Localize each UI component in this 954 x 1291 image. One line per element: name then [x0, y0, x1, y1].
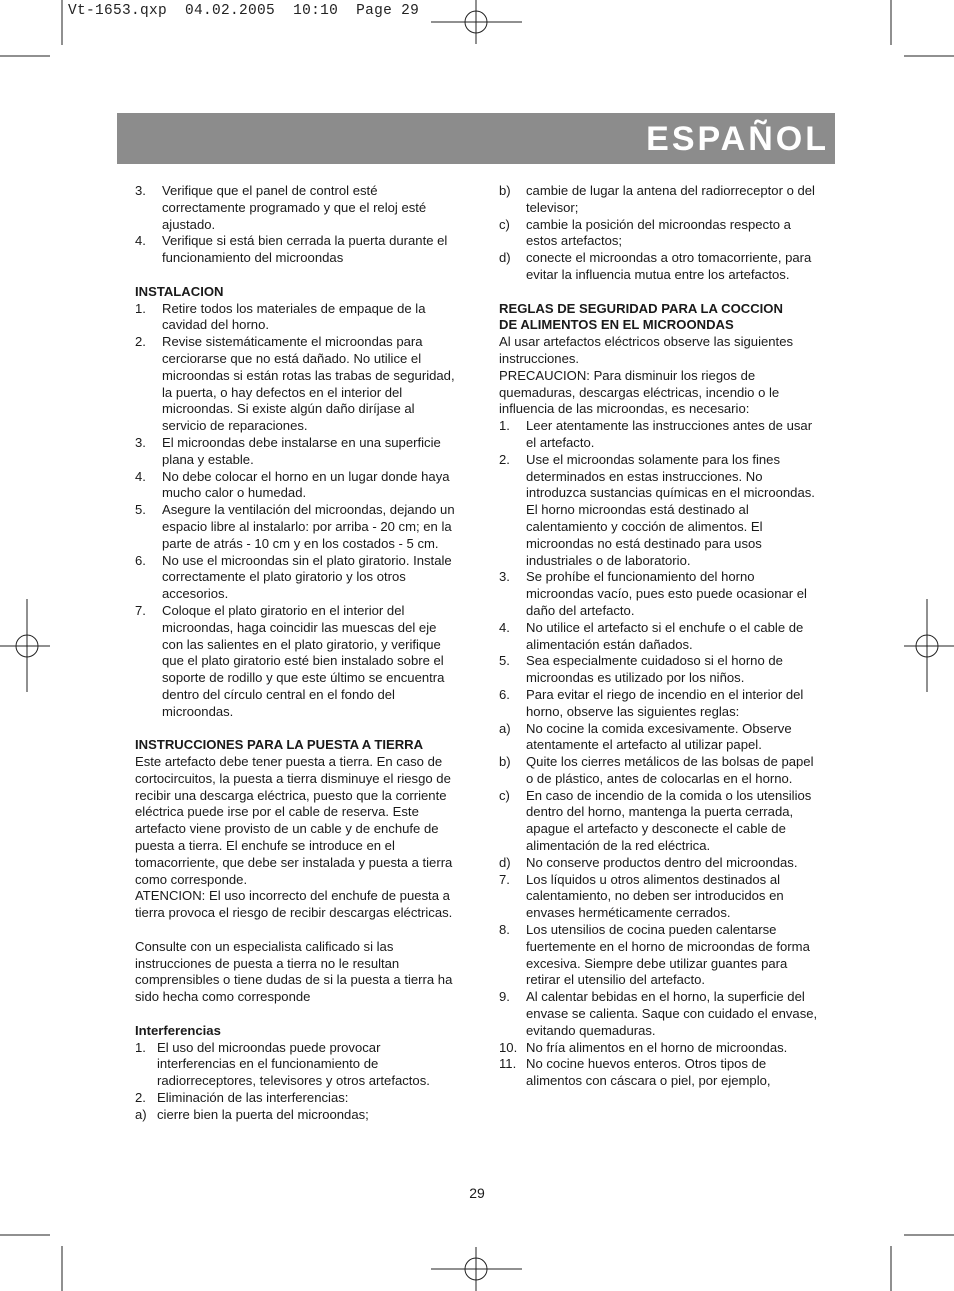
- section-heading-instalacion: INSTALACION: [135, 283, 224, 299]
- slug-file: Vt-1653.qxp: [68, 3, 168, 19]
- list-item: [135, 1107, 455, 1124]
- list-item: [499, 620, 819, 654]
- item-text: Al calentar bebidas en el horno, la superficie del envase se calienta. Saque con cuidado el envase, evitando quemaduras.: [526, 989, 818, 1038]
- list-item: [499, 1056, 819, 1090]
- item-text: Asegure la ventilación del microondas, dejando un espacio libre al instalarlo: por arriba - 20 cm; en la parte de atrás - 10 cm y en los costados - 5 cm.: [162, 502, 455, 551]
- paragraph: Este artefacto debe tener puesta a tierra. En caso de cortocircuitos, la puesta a tierra disminuye el riesgo de recibir una descarga eléctrica, puesto que la corriente eléctrica puede irse por el cable de reserva. Este artefacto viene provisto de un cable y de enchufe de puesta a tierra. El enchufe se introduce en el tomacorriente, que debe ser instalada y puesta a tierra como corresponde.: [135, 754, 453, 887]
- list-item: [135, 435, 455, 469]
- language-title: ESPAÑOL: [646, 120, 829, 158]
- item-number: a): [135, 1106, 147, 1122]
- item-number: 5.: [499, 653, 510, 669]
- list-item: [135, 183, 455, 233]
- item-number: 1.: [135, 1039, 146, 1055]
- item-text: Los utensilios de cocina pueden calentarse fuertemente en el horno de microondas de forma excesiva. Siempre debe utilizar guantes para retirar el utensilio del artefacto.: [526, 922, 810, 988]
- list-item: [499, 788, 819, 855]
- item-text: Para evitar el riego de incendio en el interior del horno, observe las siguientes reglas:: [526, 686, 804, 719]
- list-item: [499, 183, 819, 217]
- slug-page-word: Page: [356, 3, 393, 19]
- list-item: [135, 334, 455, 435]
- slug-date: 04.02.2005: [185, 3, 276, 19]
- item-text: Retire todos los materiales de empaque de la cavidad del horno.: [162, 300, 426, 333]
- item-number: 8.: [499, 922, 510, 938]
- item-text: cambie la posición del microondas respecto a estos artefactos;: [526, 216, 791, 249]
- item-text: Coloque el plato giratorio en el interior del microondas, haga coincidir las muescas del eje con las salientes en el plato giratorio, y verifique que el plato giratorio esté bien instalado sobre el soporte de rodillo y que este último se encuentra dentro del círculo central en el fondo del microondas.: [162, 602, 445, 719]
- paragraph: PRECAUCION: Para disminuir los riegos de quemaduras, descargas eléctricas, incendio o le influencia de las microondas, es necesario:: [499, 367, 780, 417]
- item-text: No cocine huevos enteros. Otros tipos de alimentos con cáscara o piel, por ejemplo,: [526, 1056, 771, 1089]
- list-item: [499, 452, 819, 570]
- list-item: [135, 233, 455, 267]
- item-text: Verifique que el panel de control esté correctamente programado y que el reloj esté ajustado.: [162, 183, 427, 232]
- page-number: 29: [469, 1185, 485, 1201]
- item-number: 6.: [135, 552, 146, 568]
- item-number: 10.: [499, 1039, 518, 1055]
- left-column: [135, 183, 455, 1124]
- registration-mark-left: [0, 599, 50, 692]
- item-text: Sea especialmente cuidadoso si el horno de microondas es utilizado por los niños.: [526, 653, 783, 686]
- item-number: c): [499, 787, 510, 803]
- paragraph: Consulte con un especialista calificado si las instrucciones de puesta a tierra no le resultan comprensibles o tiene dudas de si la puesta a tierra ha sido hecha como corresponde: [135, 938, 453, 1005]
- item-number: b): [499, 183, 511, 198]
- item-text: cierre bien la puerta del microondas;: [157, 1106, 369, 1122]
- item-number: 7.: [499, 871, 510, 887]
- item-number: 11.: [499, 1056, 517, 1072]
- item-text: Revise sistemáticamente el microondas para cerciorarse que no está dañado. No utilice el microondas si están rotas las trabas de seguridad, la puerta, o hay defectos en el interior del microondas. Si existe algún daño diríjase al servicio de reparaciones.: [162, 334, 455, 434]
- item-number: 4.: [135, 468, 146, 484]
- item-number: d): [499, 854, 511, 870]
- item-number: 6.: [499, 686, 510, 702]
- item-number: b): [499, 754, 511, 770]
- item-text: Eliminación de las interferencias:: [157, 1090, 349, 1106]
- item-number: 1.: [499, 418, 510, 434]
- item-text: El uso del microondas puede provocar interferencias en el funcionamiento de radiorreceptores, televisores y otros artefactos.: [157, 1039, 430, 1089]
- item-text: Los líquidos u otros alimentos destinados al calentamiento, no deben ser introducidos en envases herméticamente cerrados.: [526, 871, 784, 921]
- item-text: Verifique si está bien cerrada la puerta durante el funcionamiento del microondas: [162, 233, 448, 266]
- item-text: Leer atentamente las instrucciones antes de usar el artefacto.: [526, 418, 813, 450]
- item-text: No use el microondas sin el plato giratorio. Instale correctamente el plato giratorio y los otros accesorios.: [162, 552, 452, 602]
- item-text: No utilice el artefacto si el enchufe o el cable de alimentación están dañados.: [526, 619, 804, 652]
- paragraph: Al usar artefactos eléctricos observe las siguientes instrucciones.: [499, 334, 794, 366]
- item-text: En caso de incendio de la comida o los utensilios dentro del horno, mantenga la puerta cerrada, apague el artefacto y desconecte el cable de alimentación de la red eléctrica.: [526, 787, 812, 854]
- list-item: [499, 217, 819, 251]
- item-text: No cocine la comida excesivamente. Observe atentamente el artefacto al utilizar papel.: [526, 720, 792, 753]
- right-column: [499, 183, 819, 1090]
- list-item: [499, 250, 819, 284]
- list-item: [135, 553, 455, 603]
- list-item: [499, 1040, 819, 1057]
- item-number: 3.: [135, 434, 146, 450]
- item-text: No debe colocar el horno en un lugar donde haya mucho calor o humedad.: [162, 468, 450, 501]
- list-item: [135, 1090, 455, 1107]
- list-item: [499, 872, 819, 922]
- item-number: 9.: [499, 989, 510, 1005]
- item-number: 1.: [135, 300, 146, 316]
- item-number: 3.: [135, 183, 146, 198]
- section-heading-reglas-line1: REGLAS DE SEGURIDAD PARA LA COCCION: [499, 300, 783, 316]
- item-number: d): [499, 250, 511, 266]
- list-item: [499, 721, 819, 755]
- item-number: 4.: [135, 233, 146, 249]
- list-item: [135, 1040, 455, 1090]
- slug-page-number: 29: [401, 3, 420, 19]
- list-item: [499, 653, 819, 687]
- section-heading-tierra: INSTRUCCIONES PARA LA PUESTA A TIERRA: [135, 737, 424, 753]
- item-text: El microondas debe instalarse en una superficie plana y estable.: [162, 434, 441, 467]
- slug-time: 10:10: [293, 3, 339, 19]
- item-text: Use el microondas solamente para los fines determinados en estas instrucciones. No introduzca sustancias químicas en el microondas. El horno microondas está destinado al calentamiento y cocción de alimentos. El microondas no está destinado para usos industriales o de laboratorio.: [526, 451, 815, 568]
- list-item: [499, 418, 819, 452]
- item-text: conecte el microondas a otro tomacorriente, para evitar la influencia mutua entre los artefactos.: [526, 250, 812, 282]
- list-item: [135, 603, 455, 721]
- item-text: No fría alimentos en el horno de microondas.: [526, 1039, 788, 1055]
- list-item: [499, 569, 819, 619]
- item-number: 2.: [499, 451, 510, 467]
- list-item: [499, 855, 819, 872]
- list-item: [135, 469, 455, 503]
- item-number: 5.: [135, 502, 146, 518]
- item-number: 3.: [499, 569, 510, 585]
- list-item: [499, 687, 819, 721]
- item-number: c): [499, 216, 510, 232]
- header-banner: [117, 113, 835, 164]
- list-item: [499, 922, 819, 989]
- registration-mark-top: [431, 0, 522, 44]
- item-text: No conserve productos dentro del microondas.: [526, 854, 798, 870]
- item-text: Se prohíbe el funcionamiento del horno microondas vacío, pues esto puede ocasionar el daño del artefacto.: [526, 569, 807, 618]
- list-item: [499, 989, 819, 1039]
- section-heading-reglas-line2: DE ALIMENTOS EN EL MICROONDAS: [499, 317, 734, 333]
- list-item: [135, 502, 455, 552]
- registration-mark-right: [904, 599, 954, 692]
- section-heading-interferencias: Interferencias: [135, 1022, 221, 1038]
- item-text: Quite los cierres metálicos de las bolsas de papel o de plástico, antes de colocarlas en el horno.: [526, 754, 814, 786]
- item-number: 4.: [499, 619, 510, 635]
- paragraph: ATENCION: El uso incorrecto del enchufe de puesta a tierra provoca el riesgo de recibir descargas eléctricas.: [135, 888, 453, 921]
- item-number: a): [499, 720, 511, 736]
- list-item: [499, 754, 819, 788]
- item-number: 2.: [135, 1090, 146, 1106]
- list-item: [135, 301, 455, 335]
- item-number: 2.: [135, 334, 146, 350]
- item-number: 7.: [135, 602, 146, 618]
- item-text: cambie de lugar la antena del radiorreceptor o del televisor;: [526, 183, 815, 215]
- registration-mark-bottom: [431, 1247, 522, 1291]
